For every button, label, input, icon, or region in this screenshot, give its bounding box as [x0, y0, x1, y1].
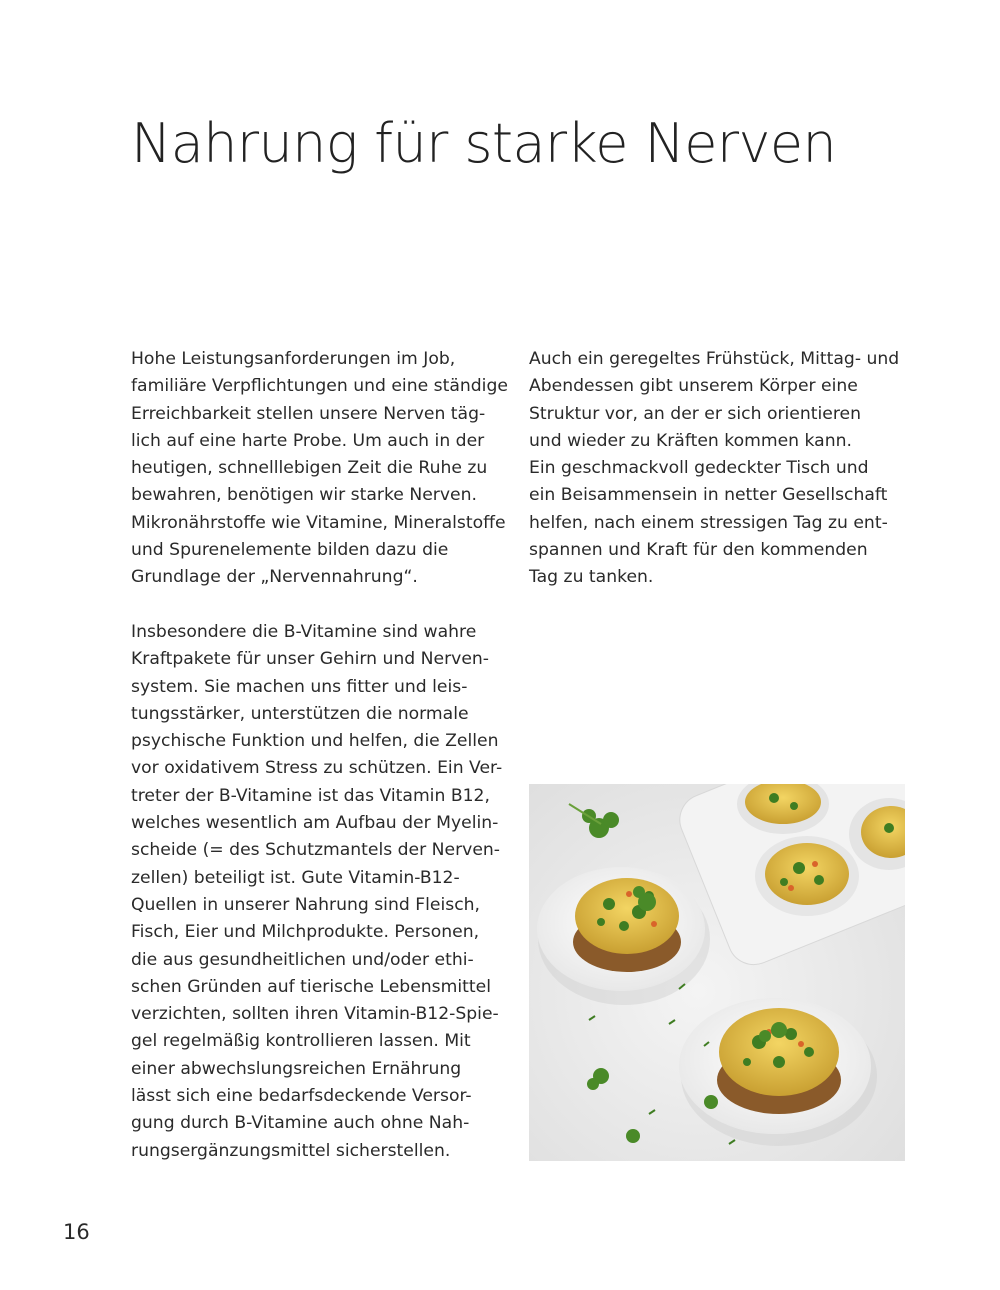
- right-text-column: [529, 346, 909, 592]
- page-title: Nahrung für starke Nerven: [131, 112, 837, 175]
- meals-paragraph: [529, 346, 909, 592]
- text-line: Ein geschmackvoll gedeckter Tisch und: [529, 458, 869, 479]
- text-line: ein Beisammensein in netter Gesellschaft: [529, 485, 888, 506]
- text-line: Kraftpakete für unser Gehirn und Nerven-: [131, 649, 489, 670]
- text-line: lässt sich eine bedarfsdeckende Versor-: [131, 1086, 472, 1107]
- b-vitamins-paragraph: [131, 619, 511, 1165]
- text-line: tungsstärker, unterstützen die normale: [131, 703, 469, 724]
- text-line: helfen, nach einem stressigen Tag zu ent-: [529, 512, 888, 533]
- text-line: Fisch, Eier und Milchprodukte. Personen,: [131, 922, 480, 943]
- intro-paragraph: [131, 346, 511, 592]
- text-line: lich auf eine harte Probe. Um auch in der: [131, 430, 485, 451]
- text-line: heutigen, schnelllebigen Zeit die Ruhe zu: [131, 458, 488, 479]
- text-line: und wieder zu Kräften kommen kann.: [529, 430, 852, 451]
- text-line: Grundlage der „Nervennahrung“.: [131, 567, 418, 588]
- text-line: bewahren, benötigen wir starke Nerven.: [131, 485, 477, 506]
- text-line: einer abwechslungsreichen Ernährung: [131, 1058, 462, 1079]
- text-line: treter der B-Vitamine ist das Vitamin B12,: [131, 785, 490, 806]
- text-line: vor oxidativem Stress zu schützen. Ein Ver-: [131, 758, 503, 779]
- text-line: familiäre Verpflichtungen und eine ständige: [131, 376, 508, 397]
- text-line: schen Gründen auf tierische Lebensmittel: [131, 976, 491, 997]
- text-line: psychische Funktion und helfen, die Zellen: [131, 731, 499, 752]
- text-line: Erreichbarkeit stellen unsere Nerven täg-: [131, 403, 486, 424]
- text-line: gel regelmäßig kontrollieren lassen. Mit: [131, 1031, 471, 1052]
- page-number: 16: [63, 1220, 90, 1244]
- text-line: Mikronährstoffe wie Vitamine, Mineralstoffe: [131, 512, 506, 533]
- text-line: Abendessen gibt unserem Körper eine: [529, 376, 858, 397]
- text-line: und Spurenelemente bilden dazu die: [131, 540, 449, 561]
- text-line: Hohe Leistungsanforderungen im Job,: [131, 349, 456, 369]
- text-line: scheide (= des Schutzmantels der Nerven-: [131, 840, 501, 861]
- left-text-column: [131, 346, 511, 1165]
- text-line: die aus gesundheitlichen und/oder ethi-: [131, 949, 474, 970]
- text-line: Tag zu tanken.: [529, 567, 654, 588]
- text-line: Struktur vor, an der er sich orientieren: [529, 403, 862, 424]
- egg-muffins-photo: [529, 784, 905, 1161]
- text-line: welches wesentlich am Aufbau der Myelin-: [131, 813, 499, 834]
- text-line: gung durch B-Vitamine auch ohne Nah-: [131, 1113, 470, 1134]
- text-line: system. Sie machen uns fitter und leis-: [131, 676, 468, 697]
- text-line: Auch ein geregeltes Frühstück, Mittag- und: [529, 349, 900, 369]
- text-line: rungsergänzungsmittel sicherstellen.: [131, 1140, 451, 1161]
- text-line: spannen und Kraft für den kommenden: [529, 540, 868, 561]
- text-line: zellen) beteiligt ist. Gute Vitamin-B12-: [131, 867, 460, 888]
- text-line: verzichten, sollten ihren Vitamin-B12-Spie-: [131, 1004, 499, 1025]
- text-line: Quellen in unserer Nahrung sind Fleisch,: [131, 894, 480, 915]
- text-line: Insbesondere die B-Vitamine sind wahre: [131, 621, 477, 642]
